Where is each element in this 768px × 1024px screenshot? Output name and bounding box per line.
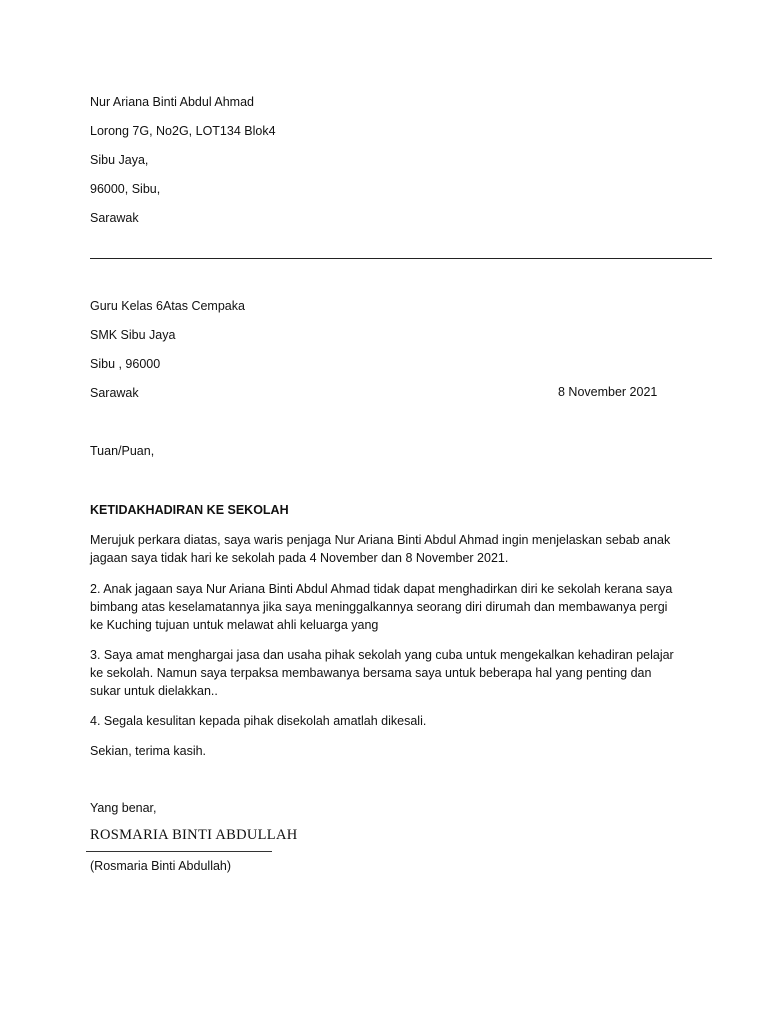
closing-line: Sekian, terima kasih. [90, 744, 207, 758]
body-paragraph-3: 3. Saya amat menghargai jasa dan usaha pihak sekolah yang cuba untuk mengekalkan kehadiran pelajar ke sekolah. Namun saya terpaksa membawanya bersama saya untuk beberapa hal yang penting dan sukar untuk dielakkan.. [90, 648, 674, 698]
letter-date: 8 November 2021 [558, 385, 658, 399]
body-paragraph-2: 2. Anak jagaan saya Nur Ariana Binti Abdul Ahmad tidak dapat menghadirkan diri ke sekolah kerana saya bimbang atas keselamatannya jika saya meninggalkannya seorang diri dirumah dan membawanya pergi ke Kuching tujuan untuk melawat ahli keluarga yang [90, 582, 673, 632]
printed-name: (Rosmaria Binti Abdullah) [90, 859, 232, 873]
yours-truly: Yang benar, [90, 801, 157, 815]
header-divider [90, 258, 712, 259]
body-paragraph-1: Merujuk perkara diatas, saya waris penjaga Nur Ariana Binti Abdul Ahmad ingin menjelaskan sebab anak jagaan saya tidak hari ke sekolah pada 4 November dan 8 November 2021. [90, 533, 671, 565]
signature: ROSMARIA BINTI ABDULLAH [90, 827, 298, 843]
body-paragraph-4: 4. Segala kesulitan kepada pihak disekolah amatlah dikesali. [90, 714, 427, 728]
recipient-title: Guru Kelas 6Atas Cempaka [90, 299, 245, 313]
sender-name: Nur Ariana Binti Abdul Ahmad [90, 95, 254, 109]
recipient-city-postcode: Sibu , 96000 [90, 357, 161, 371]
salutation: Tuan/Puan, [90, 444, 155, 458]
sender-postcode-city: 96000, Sibu, [90, 182, 161, 196]
sender-address-line-2: Sibu Jaya, [90, 153, 149, 167]
recipient-school: SMK Sibu Jaya [90, 328, 176, 342]
signature-line [86, 851, 272, 852]
recipient-state: Sarawak [90, 386, 139, 400]
subject-heading: KETIDAKHADIRAN KE SEKOLAH [90, 503, 289, 517]
sender-state: Sarawak [90, 211, 139, 225]
sender-address-line-1: Lorong 7G, No2G, LOT134 Blok4 [90, 124, 276, 138]
